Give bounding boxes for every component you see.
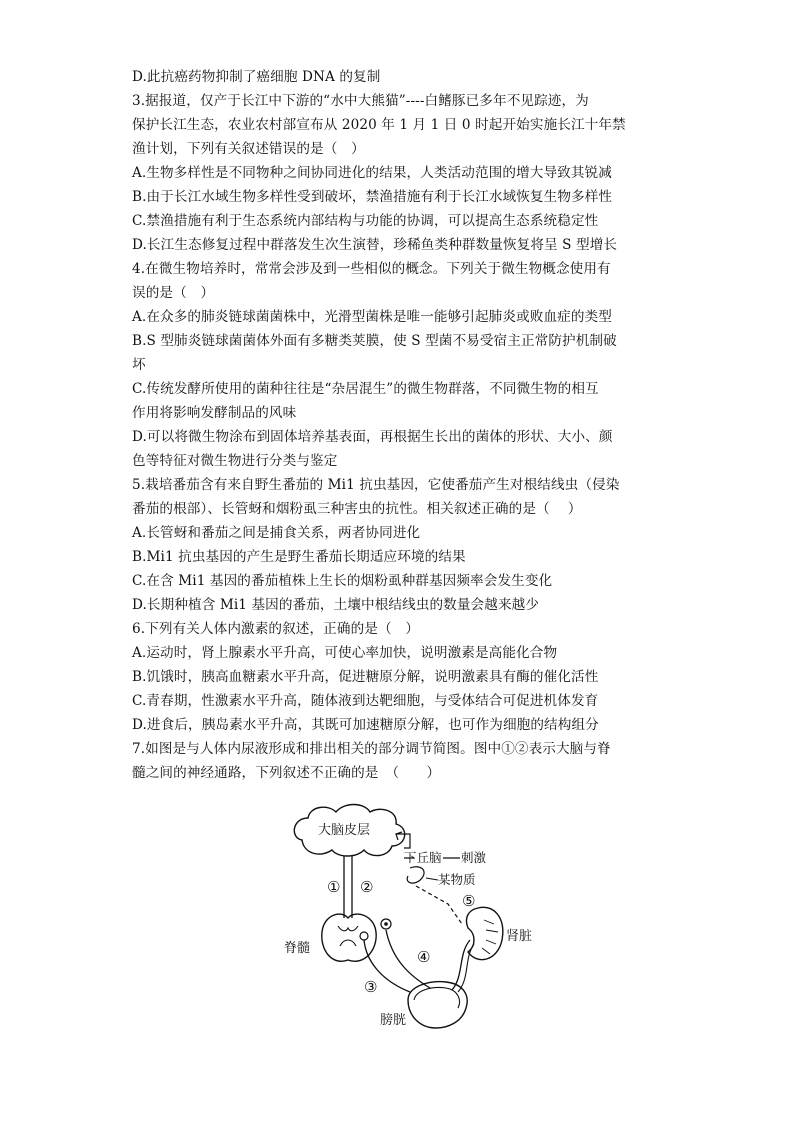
label-2: ②: [360, 878, 374, 896]
bladder-inner: [414, 988, 460, 1009]
option-c: C.禁渔措施有利于生态系统内部结构与功能的协调，可以提高生态系统稳定性: [132, 213, 599, 229]
option-a: A.运动时，肾上腺素水平升高，可使心率加快，说明激素是高能化合物: [132, 645, 558, 661]
hypothalamus-label: 下丘脑: [404, 850, 442, 865]
option-c: C.青春期，性激素水平升高，随体液到达靶细胞，与受体结合可促进机体发育: [132, 693, 599, 709]
text-line: 坏: [132, 357, 146, 373]
question-3-stem: 3.据报道，仅产于长江中下游的“水中大熊猫”----白鳍豚已多年不见踪迹，为: [132, 93, 589, 109]
bladder-label: 膀胱: [380, 1013, 407, 1028]
substance-label: 某物质: [438, 872, 476, 887]
option-b: B.Mi1 抗虫基因的产生是野生番茄长期适应环境的结果: [132, 549, 466, 565]
kidney-texture: [482, 920, 498, 954]
question-4-stem: 4.在微生物培养时，常常会涉及到一些相似的概念。下列关于微生物概念使用有: [132, 261, 611, 277]
kidney-label: 肾脏: [506, 929, 533, 944]
option-d: D.长江生态修复过程中群落发生次生演替，珍稀鱼类种群数量恢复将呈 S 型增长: [132, 237, 618, 253]
text-line: 番茄的根部）、长管蚜和烟粉虱三种害虫的抗性。相关叙述正确的是（ ）: [132, 501, 582, 517]
text-line: 渔计划，下列有关叙述错误的是（ ）: [132, 141, 365, 157]
spinal-cord-gray-matter: [338, 926, 358, 946]
option-a: A.在众多的肺炎链球菌菌株中，光滑型菌株是唯一能够引起肺炎或败血症的类型: [132, 309, 612, 325]
option-d: D.长期种植含 Mi1 基因的番茄，土壤中根结线虫的数量会越来越少: [132, 597, 540, 613]
option-d: D.可以将微生物涂布到固体培养基表面，再根据生长出的菌体的形状、大小、颜: [132, 429, 613, 445]
label-3: ③: [364, 978, 378, 996]
pituitary-shape: [407, 867, 424, 883]
text-line: 保护长江生态，农业农村部宣布从 2020 年 1 月 1 日 0 时起开始实施长江十年禁: [132, 117, 626, 133]
option-b: B.饥饿时，胰高血糖素水平升高，促进糖原分解，说明激素具有酶的催化活性: [132, 669, 599, 685]
option-c: C.传统发酵所使用的菌种往往是“杂居混生”的微生物群落，不同微生物的相互: [132, 381, 599, 397]
option-a: A.长管蚜和番茄之间是捕食关系，两者协同进化: [132, 525, 421, 541]
text-line: 作用将影响发酵制品的风味: [132, 405, 297, 421]
label-1: ①: [327, 878, 341, 896]
hormone-dashed-path: [416, 886, 462, 924]
option-b: B.S 型肺炎链球菌菌体外面有多糖类荚膜，使 S 型菌不易受宿主正常防护机制破: [132, 333, 617, 349]
hypothalamus-arrow: [396, 832, 402, 840]
urine-regulation-diagram: [280, 800, 540, 1030]
option-c: C.在含 Mi1 基因的番茄植株上生长的烟粉虱种群基因频率会发生变化: [132, 573, 553, 589]
question-6-stem: 6.下列有关人体内激素的叙述，正确的是（ ）: [132, 621, 420, 637]
question-7-stem: 7.如图是与人体内尿液形成和排出相关的部分调节简图。图中①②表示大脑与脊: [132, 741, 611, 757]
bladder-shape: [408, 982, 467, 1028]
stimulus-label: 刺激: [461, 850, 487, 865]
text-line: 色等特征对微生物进行分类与鉴定: [132, 453, 338, 469]
text-line: D.此抗癌药物抑制了癌细胞 DNA 的复制: [132, 69, 381, 85]
cortex-label: 大脑皮层: [318, 823, 371, 838]
spinal-cord-label: 脊髓: [284, 941, 311, 956]
option-b: B.由于长江水域生物多样性受到破坏，禁渔措施有利于长江水域恢复生物多样性: [132, 189, 613, 205]
option-d: D.进食后，胰岛素水平升高，其既可加速糖原分解，也可作为细胞的结构组分: [132, 717, 599, 733]
option-a: A.生物多样性是不同物种之间协同进化的结果，人类活动范围的增大导致其锐减: [132, 165, 612, 181]
text-line: 髓之间的神经通路，下列叙述不正确的是 （ ）: [132, 765, 441, 781]
neuron-body: [360, 932, 368, 940]
ganglion-dot: [384, 922, 388, 926]
text-line: 误的是（ ）: [132, 285, 215, 301]
substance-pointer: [426, 878, 438, 880]
label-5: ⑤: [462, 892, 476, 910]
kidney-shape: [466, 907, 502, 959]
label-4: ④: [417, 948, 431, 966]
question-5-stem: 5.栽培番茄含有来自野生番茄的 Mi1 抗虫基因，它使番茄产生对根结线虫（侵染: [132, 477, 620, 493]
